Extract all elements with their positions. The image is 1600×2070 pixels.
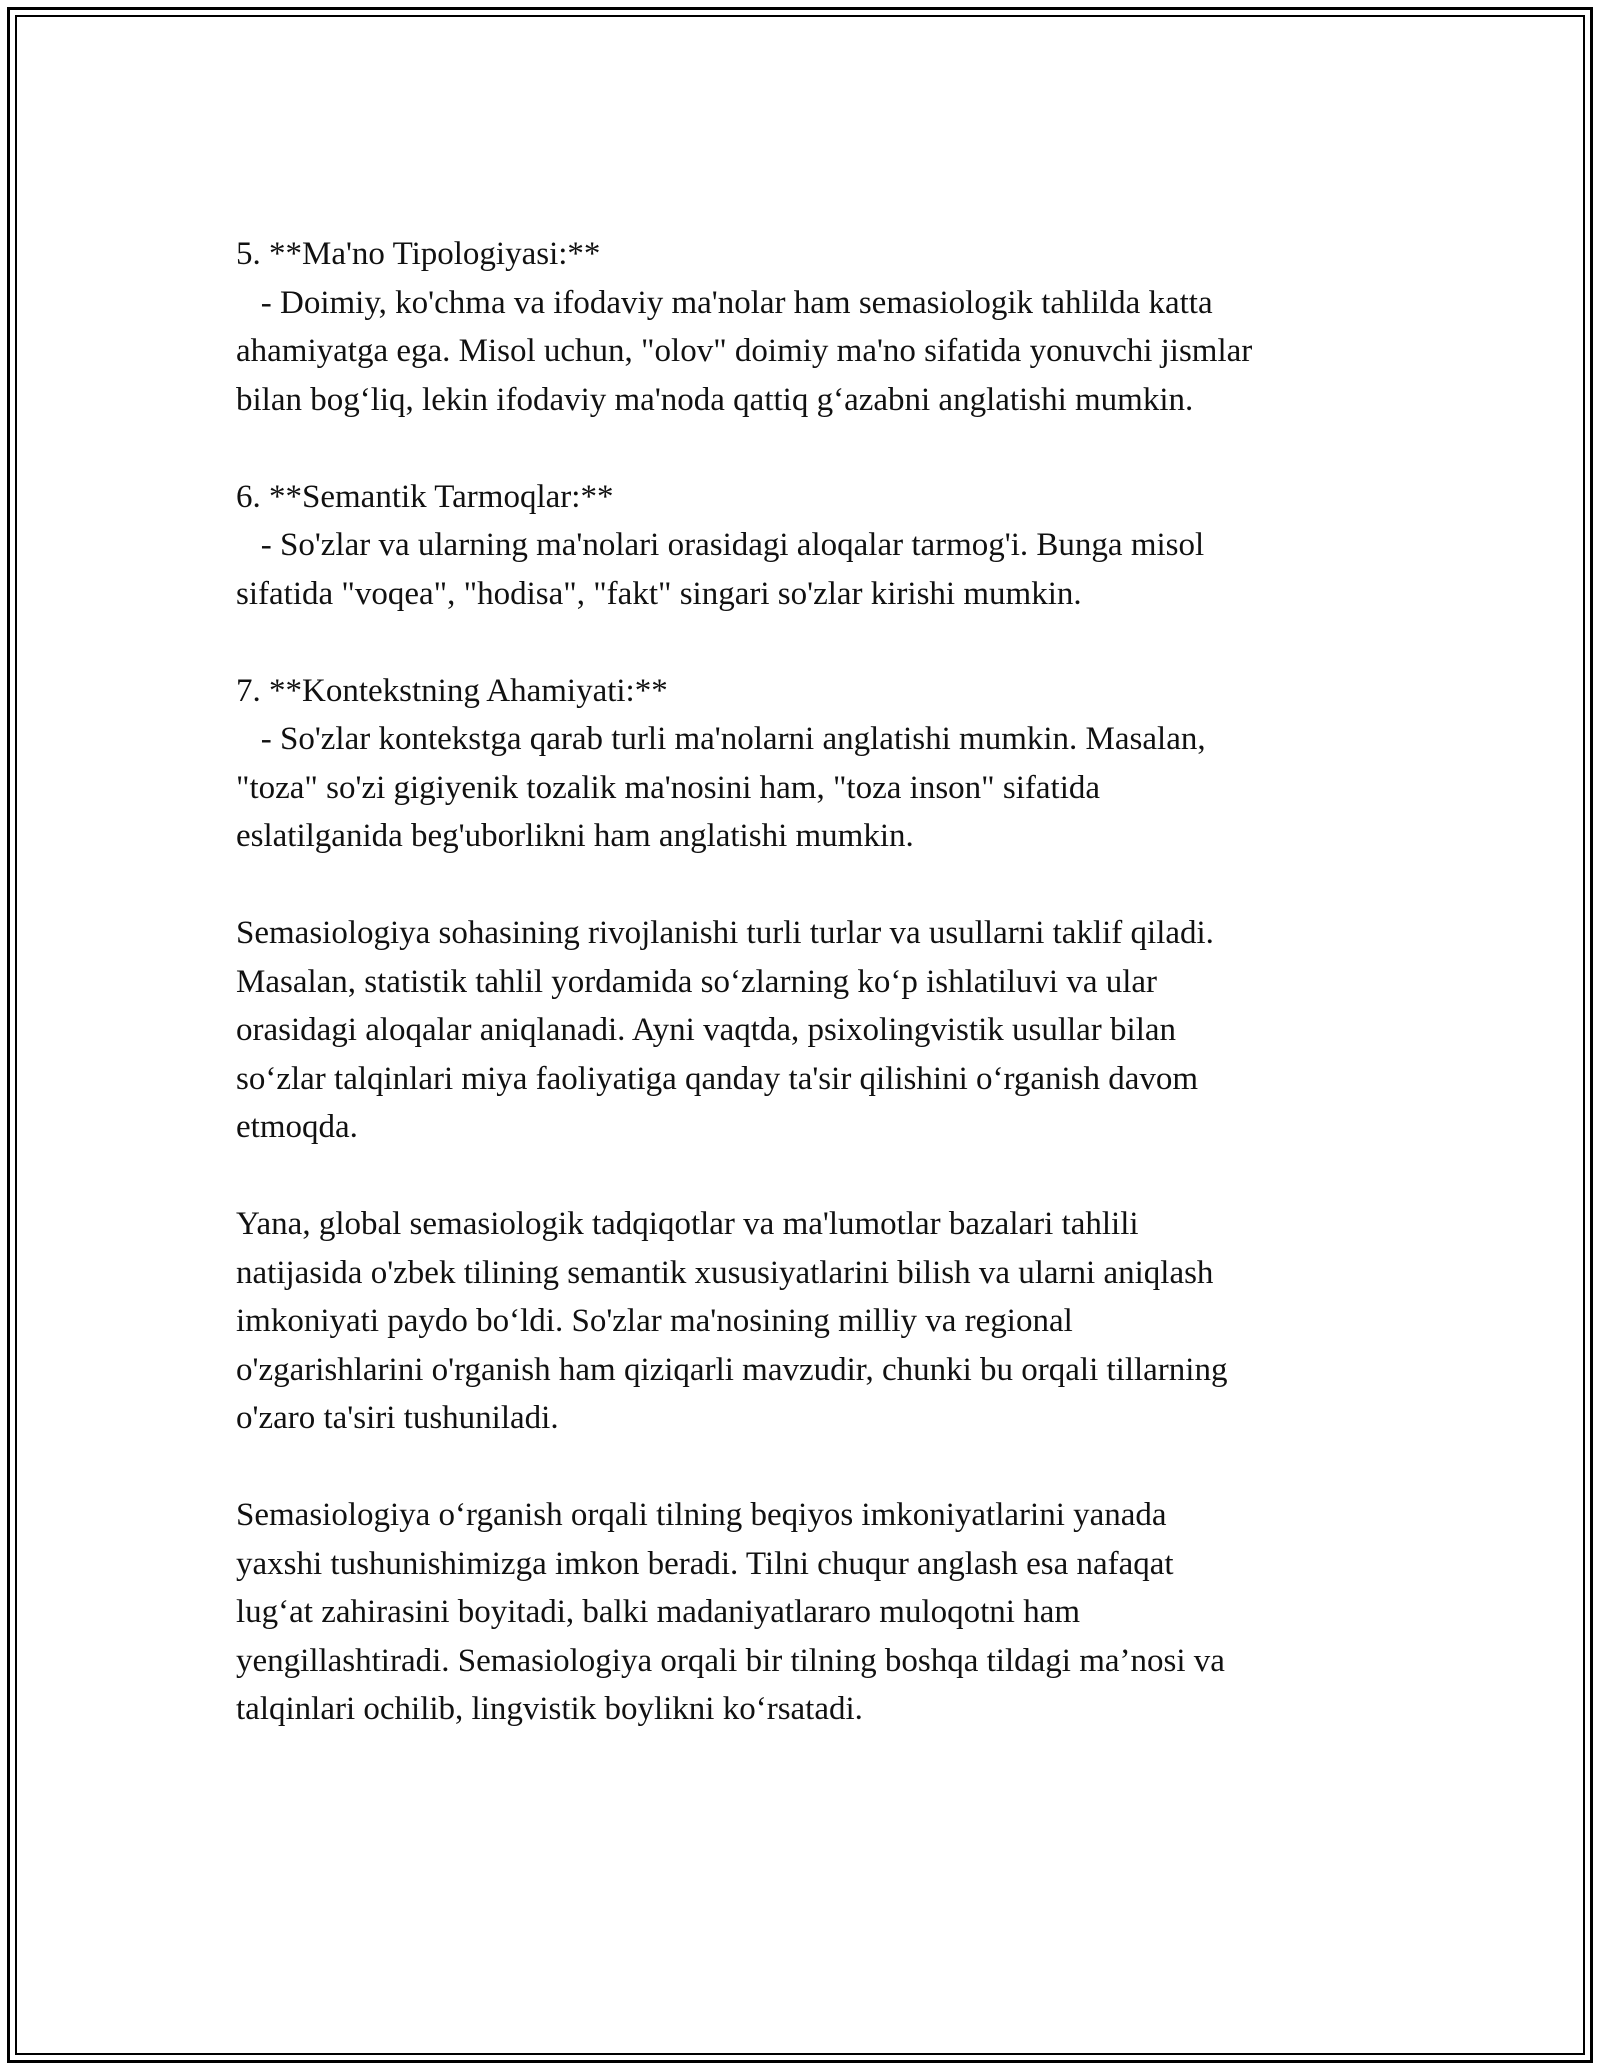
- text-line: yaxshi tushunishimizga imkon beradi. Tilni chuqur anglash esa nafaqat: [236, 1545, 1174, 1582]
- text-line: - So'zlar va ularning ma'nolari orasidagi aloqalar tarmog'i. Bunga misol: [236, 527, 1205, 563]
- text-line: bilan bog‘liq, lekin ifodaviy ma'noda qattiq g‘azabni anglatishi mumkin.: [236, 381, 1194, 418]
- text-line: Masalan, statistik tahlil yordamida so‘zlarning ko‘p ishlatiluvi va ular: [236, 963, 1158, 1000]
- text-line: Semasiologiya sohasining rivojlanishi turli turlar va usullarni taklif qiladi.: [236, 915, 1214, 951]
- section-kontekstning-ahamiyati: [236, 667, 1366, 861]
- paragraph-xulosa: [236, 1491, 1366, 1734]
- section-semantik-tarmoqlar: [236, 473, 1366, 619]
- text-line: so‘zlar talqinlari miya faoliyatiga qanday ta'sir qilishini o‘rganish davom: [236, 1060, 1199, 1097]
- text-line: ahamiyatga ega. Misol uchun, "olov" doimiy ma'no sifatida yonuvchi jismlar: [236, 333, 1253, 369]
- section-heading: 6. **Semantik Tarmoqlar:**: [236, 478, 614, 515]
- text-line: "toza" so'zi gigiyenik tozalik ma'nosini ham, "toza inson" sifatida: [236, 769, 1101, 806]
- text-line: lug‘at zahirasini boyitadi, balki madaniyatlararo muloqotni ham: [236, 1594, 1081, 1630]
- text-line: Semasiologiya o‘rganish orqali tilning beqiyos imkoniyatlarini yanada: [236, 1497, 1167, 1533]
- paragraph-global-tadqiqotlar: [236, 1200, 1366, 1443]
- text-line: natijasida o'zbek tilining semantik xususiyatlarini bilish va ularni aniqlash: [236, 1254, 1214, 1291]
- text-line: eslatilganida beg'uborlikni ham anglatishi mumkin.: [236, 818, 914, 854]
- document-body: [236, 230, 1366, 1782]
- paragraph-rivojlanish: [236, 909, 1366, 1152]
- text-line: o'zaro ta'siri tushuniladi.: [236, 1400, 559, 1436]
- text-line: - So'zlar kontekstga qarab turli ma'nolarni anglatishi mumkin. Masalan,: [236, 721, 1206, 757]
- text-line: orasidagi aloqalar aniqlanadi. Ayni vaqtda, psixolingvistik usullar bilan: [236, 1012, 1177, 1048]
- text-line: o'zgarishlarini o'rganish ham qiziqarli mavzudir, chunki bu orqali tillarning: [236, 1351, 1228, 1388]
- text-line: Yana, global semasiologik tadqiqotlar va ma'lumotlar bazalari tahlili: [236, 1206, 1139, 1242]
- text-line: yengillashtiradi. Semasiologiya orqali bir tilning boshqa tildagi ma’nosi va: [236, 1642, 1225, 1679]
- text-line: - Doimiy, ko'chma va ifodaviy ma'nolar ham semasiologik tahlilda katta: [236, 284, 1213, 321]
- section-heading: 5. **Ma'no Tipologiyasi:**: [236, 236, 601, 272]
- section-mano-tipologiyasi: [236, 230, 1366, 424]
- text-line: etmoqda.: [236, 1109, 358, 1145]
- text-line: imkoniyati paydo bo‘ldi. So'zlar ma'nosining milliy va regional: [236, 1303, 1073, 1339]
- text-line: sifatida "voqea", "hodisa", "fakt" singari so'zlar kirishi mumkin.: [236, 575, 1082, 612]
- text-line: talqinlari ochilib, lingvistik boylikni ko‘rsatadi.: [236, 1691, 863, 1727]
- section-heading: 7. **Kontekstning Ahamiyati:**: [236, 672, 668, 709]
